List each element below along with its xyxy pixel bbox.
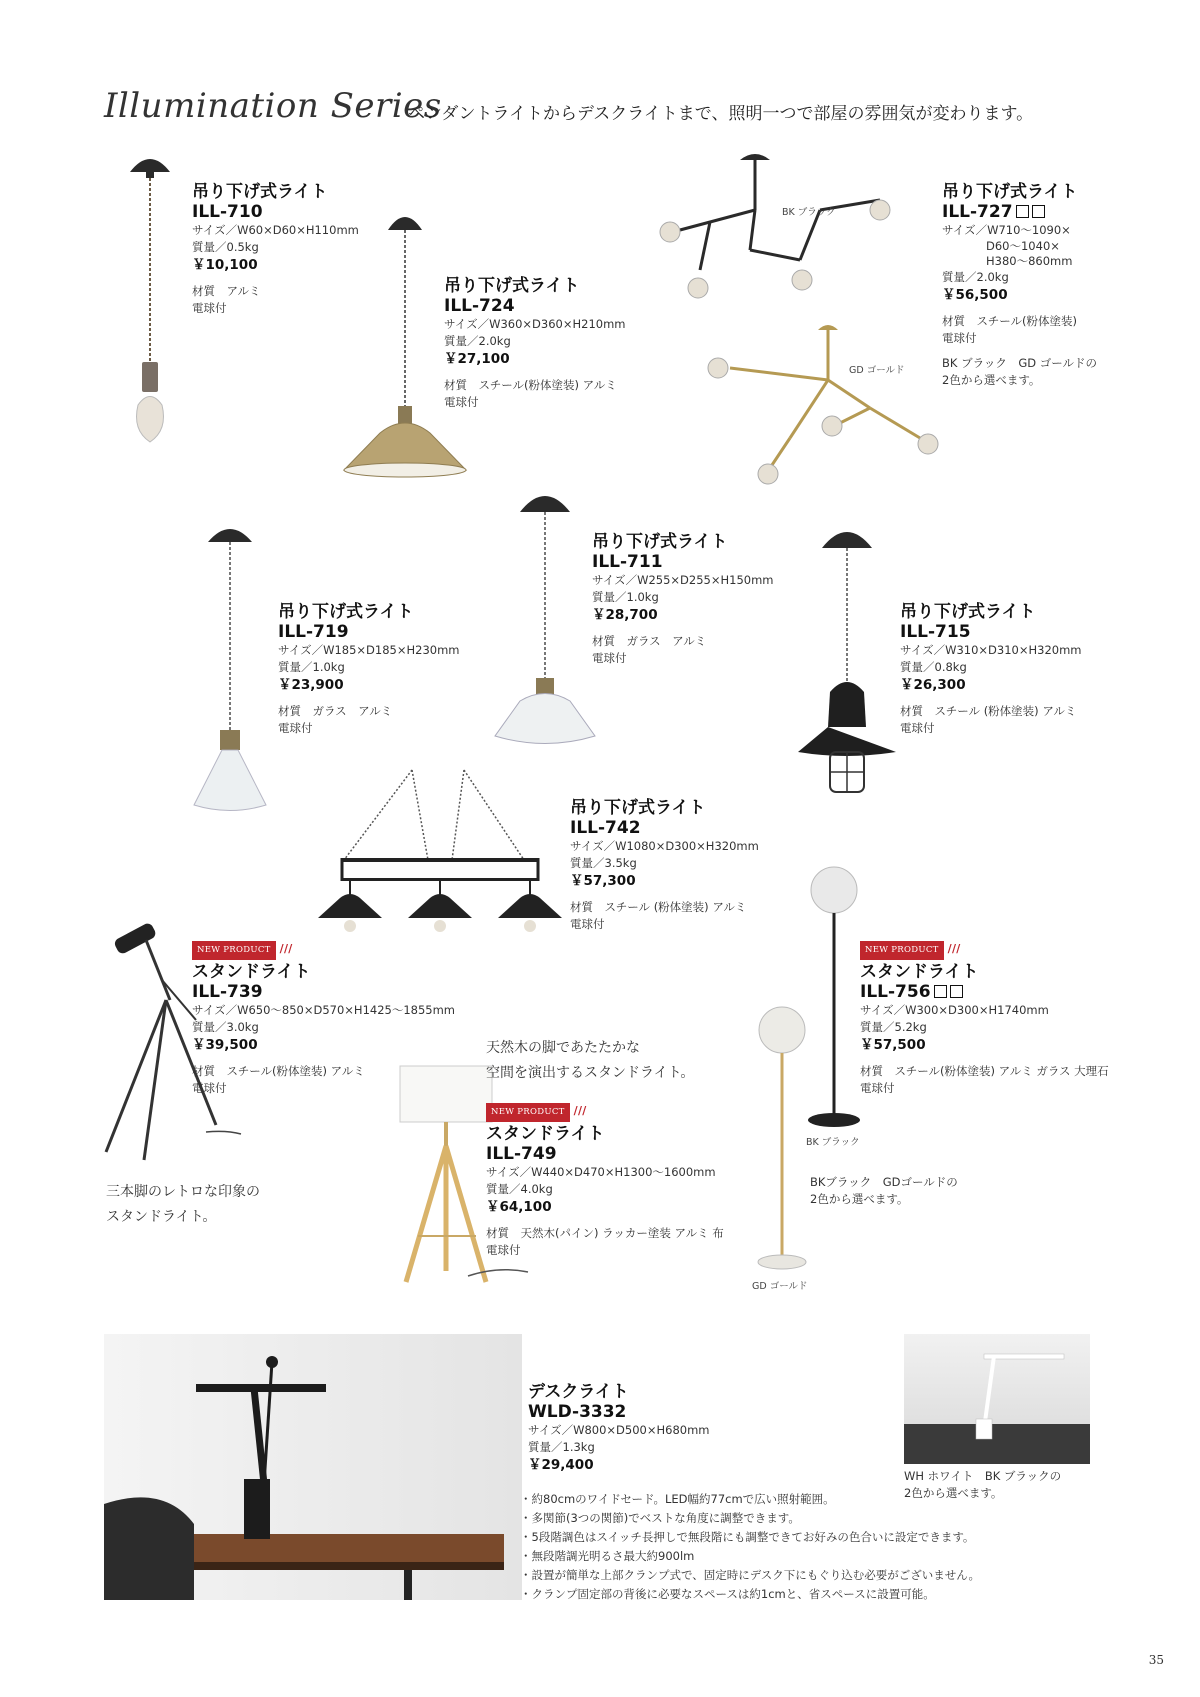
- product-name: 吊り下げ式ライト: [900, 602, 1036, 622]
- ill715-image: [792, 522, 902, 797]
- product-weight: 質量／1.3kg: [528, 1440, 595, 1454]
- product-size: サイズ／W440×D470×H1300〜1600mm: [486, 1165, 716, 1179]
- new-product-badge: NEW PRODUCT ///: [486, 1103, 570, 1122]
- desk-lamp-white-illustration: [904, 1334, 1090, 1464]
- product-bulb: 電球付: [192, 1081, 227, 1095]
- ill742-image: [312, 770, 572, 940]
- product-code: ILL-749: [486, 1144, 557, 1164]
- product-material: 材質 天然木(パイン) ラッカー塗装 アルミ 布: [486, 1226, 724, 1240]
- feature-item: ・設置が簡単な上部クランプ式で、固定時にデスク下にもぐり込む必要がございません。: [520, 1568, 980, 1582]
- product-size: サイズ／W255×D255×H150mm: [592, 573, 774, 587]
- caption-line: スタンドライト。: [106, 1209, 217, 1225]
- product-material: 材質 スチール(粉体塗装): [942, 314, 1078, 328]
- product-size: サイズ／W310×D310×H320mm: [900, 643, 1082, 657]
- color-options: BKブラック GDゴールドの: [810, 1175, 958, 1189]
- product-code-text: ILL-756: [860, 982, 931, 1002]
- product-weight: 質量／2.0kg: [444, 334, 511, 348]
- ill710-image: [120, 150, 180, 440]
- product-material: 材質 アルミ: [192, 284, 261, 298]
- product-price: ￥39,500: [192, 1037, 258, 1053]
- product-code: ILL-742: [570, 818, 641, 838]
- product-name: 吊り下げ式ライト: [570, 798, 706, 818]
- product-size: サイズ／W650〜850×D570×H1425〜1855mm: [192, 1003, 456, 1017]
- product-weight: 質量／5.2kg: [860, 1020, 927, 1034]
- product-size: サイズ／W60×D60×H110mm: [192, 223, 359, 237]
- product-bulb: 電球付: [486, 1243, 521, 1257]
- ill742-info: [570, 798, 759, 933]
- feature-item: ・5段階調色はスイッチ長押しで無段階にも調整できてお好みの色合いに設定できます。: [520, 1530, 975, 1544]
- wld3332-features: [520, 1490, 980, 1604]
- product-code: [942, 202, 1097, 222]
- page-number: 35: [1148, 1653, 1164, 1667]
- caption-line: 空間を演出するスタンドライト。: [486, 1065, 695, 1081]
- product-weight: 質量／4.0kg: [486, 1182, 553, 1196]
- product-price: ￥64,100: [486, 1199, 552, 1215]
- product-code: WLD-3332: [528, 1402, 627, 1422]
- product-weight: 質量／0.5kg: [192, 240, 259, 254]
- product-price: ￥56,500: [942, 287, 1008, 303]
- caption-line: 天然木の脚であたたかな: [486, 1040, 640, 1056]
- ill727-gd-image: [690, 318, 950, 488]
- product-code: ILL-710: [192, 202, 263, 222]
- product-name: 吊り下げ式ライト: [592, 532, 728, 552]
- product-material: 材質 スチール(粉体塗装) アルミ: [444, 378, 617, 392]
- product-bulb: 電球付: [592, 651, 627, 665]
- ill749-info: [486, 1102, 724, 1259]
- feature-item: ・無段階調光明るさ最大約900lm: [520, 1549, 695, 1563]
- caption-line: 三本脚のレトロな印象の: [106, 1184, 260, 1200]
- feature-item: ・約80cmのワイドセード。LED幅約77cmで広い照射範囲。: [520, 1492, 835, 1506]
- product-bulb: 電球付: [278, 721, 313, 735]
- product-price: ￥57,300: [570, 873, 636, 889]
- product-name: 吊り下げ式ライト: [278, 602, 414, 622]
- ill749-caption: [486, 1036, 694, 1086]
- product-price: ￥10,100: [192, 257, 258, 273]
- feature-item: ・多関節(3つの関節)でベストな角度に調整できます。: [520, 1511, 800, 1525]
- wld3332-white-photo: [904, 1334, 1090, 1464]
- wld3332-photo: [104, 1334, 522, 1600]
- new-product-badge: NEW PRODUCT ///: [192, 941, 276, 960]
- ill727-info: [942, 182, 1097, 389]
- product-name: スタンドライト: [486, 1124, 605, 1144]
- product-name: デスクライト: [528, 1382, 629, 1402]
- ill756-info: [860, 940, 1109, 1097]
- color-swatch-icon: [934, 985, 947, 998]
- new-product-badge: NEW PRODUCT ///: [860, 941, 944, 960]
- wld3332-info: [528, 1382, 709, 1483]
- series-title: Illumination Series: [104, 86, 442, 126]
- ill727-gd-label: GD ゴールド: [849, 365, 905, 376]
- product-size: サイズ／W800×D500×H680mm: [528, 1423, 710, 1437]
- color-options-cont: 2色から選べます。: [810, 1192, 909, 1206]
- product-material: 材質 スチール (粉体塗装) アルミ: [900, 704, 1077, 718]
- product-size-cont: D60〜1040×: [986, 239, 1060, 253]
- product-size: サイズ／W360×D360×H210mm: [444, 317, 626, 331]
- product-material: 材質 スチール(粉体塗装) アルミ ガラス 大理石: [860, 1064, 1109, 1078]
- product-name: 吊り下げ式ライト: [444, 276, 580, 296]
- feature-item: ・クランプ固定部の背後に必要なスペースは約1cmと、省スペースに設置可能。: [520, 1587, 935, 1601]
- product-size: サイズ／W710〜1090×: [942, 223, 1071, 237]
- ill727-bk-label: BK ブラック: [782, 207, 836, 218]
- product-bulb: 電球付: [444, 395, 479, 409]
- product-material: 材質 スチール(粉体塗装) アルミ: [192, 1064, 365, 1078]
- product-weight: 質量／3.5kg: [570, 856, 637, 870]
- color-swatch-icon: [1016, 205, 1029, 218]
- product-code: ILL-724: [444, 296, 515, 316]
- product-size-cont: H380〜860mm: [986, 254, 1073, 268]
- ill756-gd-image: [752, 1006, 812, 1276]
- product-size: サイズ／W300×D300×H1740mm: [860, 1003, 1049, 1017]
- product-code: ILL-711: [592, 552, 663, 572]
- ill711-image: [490, 486, 600, 756]
- product-bulb: 電球付: [942, 331, 977, 345]
- product-weight: 質量／1.0kg: [278, 660, 345, 674]
- color-options: BK ブラック GD ゴールドの: [942, 356, 1098, 370]
- product-code: ILL-739: [192, 982, 263, 1002]
- product-code: ILL-715: [900, 622, 971, 642]
- ill727-bk-image: [640, 150, 900, 310]
- product-code: [860, 982, 1109, 1002]
- color-swatch-icon: [1032, 205, 1045, 218]
- product-size: サイズ／W185×D185×H230mm: [278, 643, 460, 657]
- product-bulb: 電球付: [900, 721, 935, 735]
- color-options-cont: 2色から選べます。: [904, 1486, 1003, 1500]
- product-bulb: 電球付: [570, 917, 605, 931]
- desk-lamp-illustration: [104, 1334, 522, 1600]
- ill756-colors: [810, 1174, 958, 1208]
- product-code-text: ILL-727: [942, 202, 1013, 222]
- color-options-cont: 2色から選べます。: [942, 373, 1041, 387]
- product-name: スタンドライト: [860, 962, 979, 982]
- product-bulb: 電球付: [860, 1081, 895, 1095]
- product-bulb: 電球付: [192, 301, 227, 315]
- product-price: ￥29,400: [528, 1457, 594, 1473]
- product-weight: 質量／2.0kg: [942, 270, 1009, 284]
- product-price: ￥57,500: [860, 1037, 926, 1053]
- ill719-info: [278, 602, 459, 737]
- product-name: 吊り下げ式ライト: [942, 182, 1078, 202]
- ill711-info: [592, 532, 773, 667]
- product-code: ILL-719: [278, 622, 349, 642]
- ill739-caption: [106, 1180, 260, 1230]
- product-price: ￥26,300: [900, 677, 966, 693]
- color-options: WH ホワイト BK ブラックの: [904, 1469, 1062, 1483]
- product-price: ￥23,900: [278, 677, 344, 693]
- ill756-bk-label: BK ブラック: [806, 1137, 860, 1148]
- product-price: ￥28,700: [592, 607, 658, 623]
- series-subtitle: ペンダントライトからデスクライトまで、照明一つで部屋の雰囲気が変わります。: [408, 104, 1034, 124]
- product-weight: 質量／1.0kg: [592, 590, 659, 604]
- color-swatch-icon: [950, 985, 963, 998]
- product-size: サイズ／W1080×D300×H320mm: [570, 839, 759, 853]
- product-material: 材質 ガラス アルミ: [592, 634, 707, 648]
- product-weight: 質量／3.0kg: [192, 1020, 259, 1034]
- product-material: 材質 スチール (粉体塗装) アルミ: [570, 900, 747, 914]
- ill710-info: [192, 182, 359, 317]
- ill756-bk-image: [804, 866, 864, 1132]
- product-name: 吊り下げ式ライト: [192, 182, 328, 202]
- ill724-info: [444, 276, 625, 411]
- product-price: ￥27,100: [444, 351, 510, 367]
- ill719-image: [190, 520, 270, 810]
- ill715-info: [900, 602, 1081, 737]
- product-weight: 質量／0.8kg: [900, 660, 967, 674]
- product-name: スタンドライト: [192, 962, 311, 982]
- product-material: 材質 ガラス アルミ: [278, 704, 393, 718]
- ill756-gd-label: GD ゴールド: [752, 1281, 808, 1292]
